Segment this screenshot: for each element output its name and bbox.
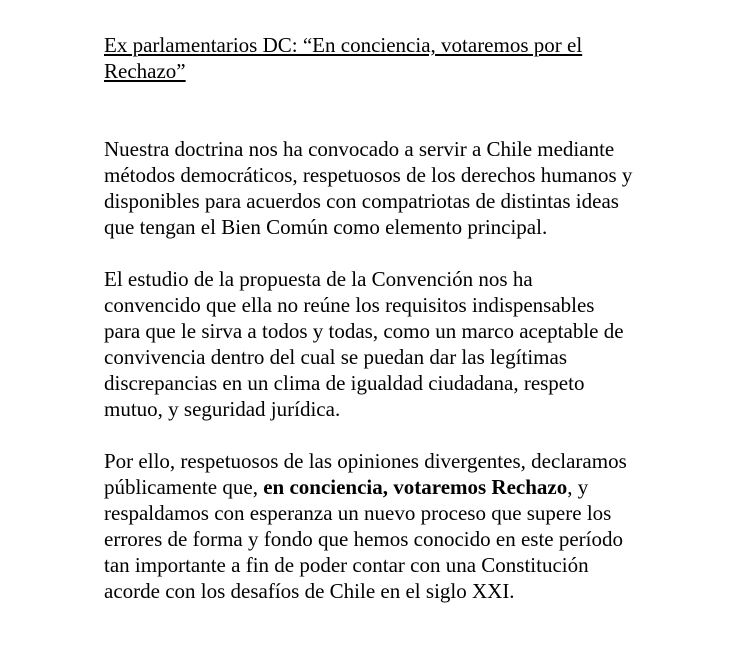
- paragraph-declaration: [104, 448, 644, 604]
- declaration-intro-text: Por ello, respetuosos de las opiniones divergentes, declaramos públicamente que,: [104, 449, 627, 499]
- declaration-bold-statement: en conciencia, votaremos Rechazo: [263, 475, 568, 499]
- document-body: [104, 32, 664, 604]
- declaration-closing-text: , y respaldamos con esperanza un nuevo proceso que supere los errores de forma y fondo que hemos conocido en este período tan importante a fin de poder contar con una Constitución acorde con los desafíos de Chile en el siglo XXI.: [104, 475, 623, 603]
- paragraph-doctrine: Nuestra doctrina nos ha convocado a servir a Chile mediante métodos democráticos, respetuosos de los derechos humanos y disponibles para acuerdos con compatriotas de distintas ideas que tengan el Bien Común como elemento principal.: [104, 137, 633, 239]
- document-title: Ex parlamentarios DC: “En conciencia, votaremos por el Rechazo”: [104, 33, 583, 83]
- paragraph-convention-study: El estudio de la propuesta de la Convención nos ha convencido que ella no reúne los requisitos indispensables para que le sirva a todos y todas, como un marco aceptable de convivencia dentro del cual se puedan dar las legítimas discrepancias en un clima de igualdad ciudadana, respeto mutuo, y seguridad jurídica.: [104, 267, 624, 421]
